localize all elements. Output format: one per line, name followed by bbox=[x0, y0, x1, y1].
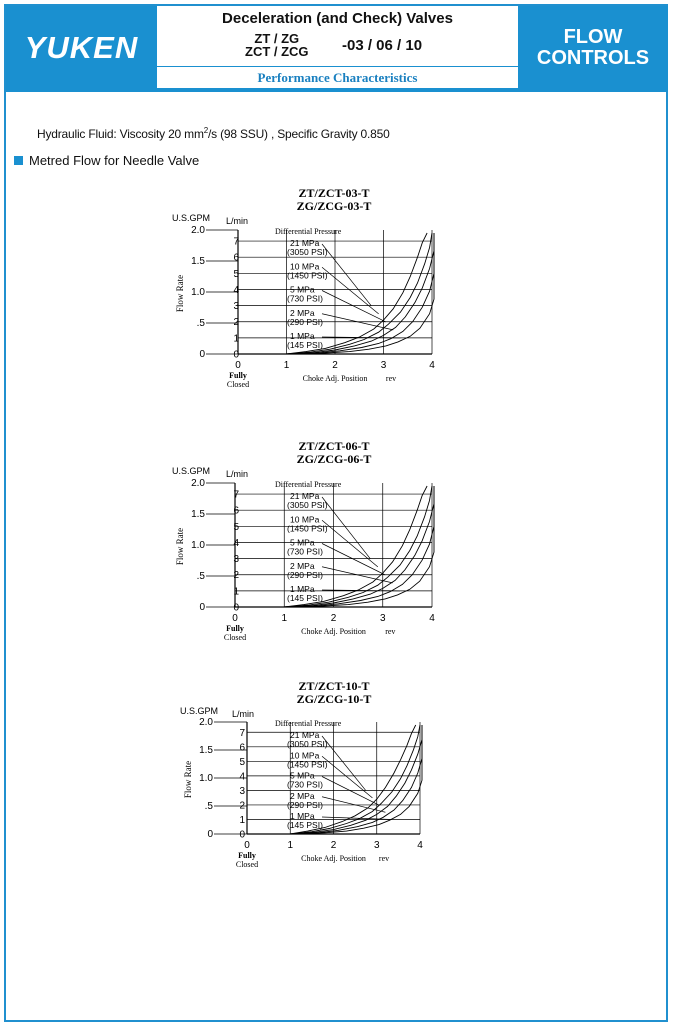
model-sizes: -03 / 06 / 10 bbox=[342, 37, 423, 54]
lmin-tick-label: 7 bbox=[233, 489, 239, 501]
gpm-tick-label: 2.0 bbox=[191, 478, 205, 489]
x-tick-label: 3 bbox=[380, 360, 387, 371]
lmin-tick-label: 0 bbox=[233, 602, 239, 614]
chart-06 bbox=[0, 433, 674, 653]
gpm-tick-label: 1.0 bbox=[191, 540, 205, 551]
legend-title: Differential Pressure bbox=[275, 719, 342, 728]
legend-leader-2 bbox=[322, 544, 385, 575]
x-axis-label: Choke Adj. Position bbox=[301, 627, 366, 636]
lmin-tick-label: 6 bbox=[233, 505, 239, 517]
legend-leader-2 bbox=[322, 777, 379, 806]
y-unit-lmin: L/min bbox=[226, 469, 249, 479]
gpm-tick-label: 0 bbox=[207, 829, 213, 840]
lmin-tick-label: 0 bbox=[233, 349, 239, 361]
gpm-tick-label: 1.5 bbox=[199, 745, 213, 756]
legend-leader-0 bbox=[322, 497, 370, 559]
model-names bbox=[245, 32, 309, 58]
fluid-prefix: Hydraulic Fluid: Viscosity 20 mm bbox=[37, 127, 204, 141]
x-tick-label: 2 bbox=[330, 613, 337, 624]
x-tick-label: 4 bbox=[429, 360, 435, 371]
chart-03 bbox=[0, 180, 674, 400]
legend-mpa-0: 21 MPa bbox=[290, 730, 320, 740]
y-unit-gpm: U.S.GPM bbox=[172, 213, 211, 223]
x-tick-label: 4 bbox=[417, 840, 423, 851]
x-tick-label: 0 bbox=[232, 613, 238, 624]
chart-subtitle: ZG/ZCG-10-T bbox=[296, 692, 372, 706]
gpm-tick-label: .5 bbox=[196, 318, 205, 329]
legend-mpa-3: 2 MPa bbox=[290, 790, 315, 801]
y-axis-label: Flow Rate bbox=[175, 527, 185, 566]
y-unit-lmin: L/min bbox=[232, 709, 255, 719]
y-unit-gpm: U.S.GPM bbox=[172, 466, 211, 476]
gpm-tick-label: .5 bbox=[196, 571, 205, 582]
header-rule bbox=[6, 90, 668, 92]
lmin-tick-label: 3 bbox=[233, 554, 239, 566]
lmin-tick-label: 2 bbox=[233, 317, 239, 329]
legend-mpa-3: 2 MPa bbox=[290, 307, 315, 318]
title-block bbox=[157, 6, 518, 90]
gpm-tick-label: 0 bbox=[199, 602, 205, 613]
lmin-tick-label: 0 bbox=[239, 829, 245, 841]
legend-leader-0 bbox=[322, 244, 371, 306]
y-unit-gpm: U.S.GPM bbox=[180, 706, 219, 716]
x-zero-label-2: Closed bbox=[223, 633, 247, 642]
legend-mpa-4: 1 MPa bbox=[290, 811, 315, 821]
legend-psi-1: (1450 PSI) bbox=[287, 759, 328, 770]
legend-psi-3: (290 PSI) bbox=[287, 799, 323, 810]
x-zero-label-1: Fully bbox=[226, 624, 244, 633]
lmin-tick-label: 2 bbox=[233, 570, 239, 582]
x-tick-label: 1 bbox=[281, 613, 288, 624]
section-badge bbox=[518, 6, 668, 90]
legend-mpa-0: 21 MPa bbox=[290, 491, 320, 501]
gpm-tick-label: 2.0 bbox=[199, 717, 213, 728]
chart-title: ZT/ZCT-03-T bbox=[298, 186, 370, 200]
legend-mpa-2: 5 MPa bbox=[290, 284, 315, 295]
legend-psi-0: (3050 PSI) bbox=[287, 500, 328, 510]
fluid-suffix: /s (98 SSU) , Specific Gravity 0.850 bbox=[208, 127, 390, 141]
chart-title: ZT/ZCT-10-T bbox=[298, 679, 370, 693]
legend-mpa-1: 10 MPa bbox=[290, 514, 320, 525]
chart-subtitle: ZG/ZCG-03-T bbox=[296, 199, 372, 213]
legend-title: Differential Pressure bbox=[275, 227, 342, 236]
section-badge-line-2: CONTROLS bbox=[536, 47, 650, 69]
x-axis-unit: rev bbox=[378, 854, 390, 863]
gpm-tick-label: 1.5 bbox=[191, 509, 205, 520]
lmin-tick-label: 3 bbox=[233, 301, 239, 313]
legend-psi-3: (290 PSI) bbox=[287, 569, 323, 580]
x-axis-unit: rev bbox=[385, 374, 397, 383]
legend-leader-2 bbox=[322, 291, 386, 322]
x-tick-label: 3 bbox=[379, 613, 386, 624]
models-line-2: ZCT / ZCG bbox=[245, 44, 309, 59]
legend-psi-3: (290 PSI) bbox=[287, 316, 323, 327]
lmin-tick-label: 4 bbox=[233, 537, 239, 549]
gpm-tick-label: .5 bbox=[204, 801, 213, 812]
x-tick-label: 0 bbox=[235, 360, 241, 371]
gpm-tick-label: 1.0 bbox=[191, 287, 205, 298]
models-line-1: ZT / ZG bbox=[254, 31, 300, 46]
title-divider bbox=[157, 66, 518, 67]
legend-mpa-1: 10 MPa bbox=[290, 750, 320, 761]
legend-psi-1: (1450 PSI) bbox=[287, 270, 328, 281]
chart-10 bbox=[0, 673, 674, 893]
lmin-tick-label: 5 bbox=[233, 521, 239, 533]
legend-psi-2: (730 PSI) bbox=[287, 779, 323, 790]
x-axis-label: Choke Adj. Position bbox=[302, 374, 368, 383]
gpm-tick-label: 2.0 bbox=[191, 225, 205, 236]
lmin-tick-label: 6 bbox=[239, 742, 245, 754]
lmin-tick-label: 7 bbox=[239, 727, 245, 739]
lmin-tick-label: 3 bbox=[239, 785, 245, 797]
section-heading bbox=[14, 153, 199, 168]
yuken-logo bbox=[6, 6, 157, 90]
legend-leader-3 bbox=[322, 797, 385, 813]
section-square-icon bbox=[14, 156, 23, 165]
lmin-tick-label: 5 bbox=[233, 268, 239, 280]
legend-mpa-2: 5 MPa bbox=[290, 770, 315, 781]
gpm-tick-label: 1.5 bbox=[191, 256, 205, 267]
y-axis-label: Flow Rate bbox=[183, 760, 193, 799]
x-tick-label: 1 bbox=[283, 360, 290, 371]
gpm-tick-label: 1.0 bbox=[199, 773, 213, 784]
fluid-sup: 2 bbox=[203, 126, 209, 135]
x-tick-label: 1 bbox=[287, 840, 294, 851]
legend-psi-4: (145 PSI) bbox=[287, 593, 323, 603]
gpm-tick-label: 0 bbox=[199, 349, 205, 360]
chart-subtitle: ZG/ZCG-06-T bbox=[296, 452, 372, 466]
x-axis-unit: rev bbox=[385, 627, 396, 636]
x-tick-label: 4 bbox=[429, 613, 435, 624]
legend-psi-0: (3050 PSI) bbox=[287, 247, 328, 257]
legend-mpa-1: 10 MPa bbox=[290, 261, 320, 272]
x-tick-label: 2 bbox=[330, 840, 337, 851]
x-axis-label: Choke Adj. Position bbox=[301, 854, 366, 863]
x-tick-label: 0 bbox=[244, 840, 250, 851]
lmin-tick-label: 4 bbox=[239, 771, 245, 783]
legend-title: Differential Pressure bbox=[275, 480, 342, 489]
lmin-tick-label: 6 bbox=[233, 252, 239, 264]
legend-psi-2: (730 PSI) bbox=[287, 293, 323, 304]
section-badge-line-1: FLOW bbox=[563, 26, 623, 48]
legend-leader-1 bbox=[322, 520, 378, 567]
lmin-tick-label: 7 bbox=[233, 236, 239, 248]
y-unit-lmin: L/min bbox=[226, 216, 249, 226]
logo-text: YUKEN bbox=[24, 30, 139, 65]
legend-mpa-4: 1 MPa bbox=[290, 331, 315, 341]
legend-psi-4: (145 PSI) bbox=[287, 820, 323, 830]
page-subtitle: Performance Characteristics bbox=[257, 70, 418, 85]
legend-leader-1 bbox=[322, 267, 379, 314]
x-zero-label-2: Closed bbox=[235, 860, 259, 869]
fluid-conditions bbox=[37, 126, 390, 141]
legend-mpa-4: 1 MPa bbox=[290, 584, 315, 594]
section-title: Metred Flow for Needle Valve bbox=[29, 153, 200, 168]
legend-mpa-3: 2 MPa bbox=[290, 560, 315, 571]
y-axis-label: Flow Rate bbox=[175, 274, 185, 313]
lmin-tick-label: 1 bbox=[239, 814, 245, 826]
x-zero-label-1: Fully bbox=[229, 371, 247, 380]
lmin-tick-label: 2 bbox=[239, 800, 245, 812]
chart-title: ZT/ZCT-06-T bbox=[298, 439, 370, 453]
lmin-tick-label: 5 bbox=[239, 756, 245, 768]
legend-psi-4: (145 PSI) bbox=[287, 340, 323, 350]
page-title: Deceleration (and Check) Valves bbox=[222, 10, 453, 27]
legend-mpa-0: 21 MPa bbox=[290, 238, 320, 248]
lmin-tick-label: 1 bbox=[233, 586, 239, 598]
lmin-tick-label: 4 bbox=[233, 284, 239, 296]
legend-leader-1 bbox=[322, 756, 372, 798]
legend-psi-0: (3050 PSI) bbox=[287, 739, 328, 749]
x-tick-label: 2 bbox=[332, 360, 338, 371]
x-zero-label-1: Fully bbox=[238, 851, 256, 860]
legend-leader-0 bbox=[322, 736, 366, 791]
legend-psi-2: (730 PSI) bbox=[287, 546, 323, 557]
legend-psi-1: (1450 PSI) bbox=[287, 523, 328, 534]
x-tick-label: 3 bbox=[373, 840, 380, 851]
lmin-tick-label: 1 bbox=[233, 333, 239, 345]
legend-mpa-2: 5 MPa bbox=[290, 537, 315, 548]
x-zero-label-2: Closed bbox=[226, 380, 250, 389]
